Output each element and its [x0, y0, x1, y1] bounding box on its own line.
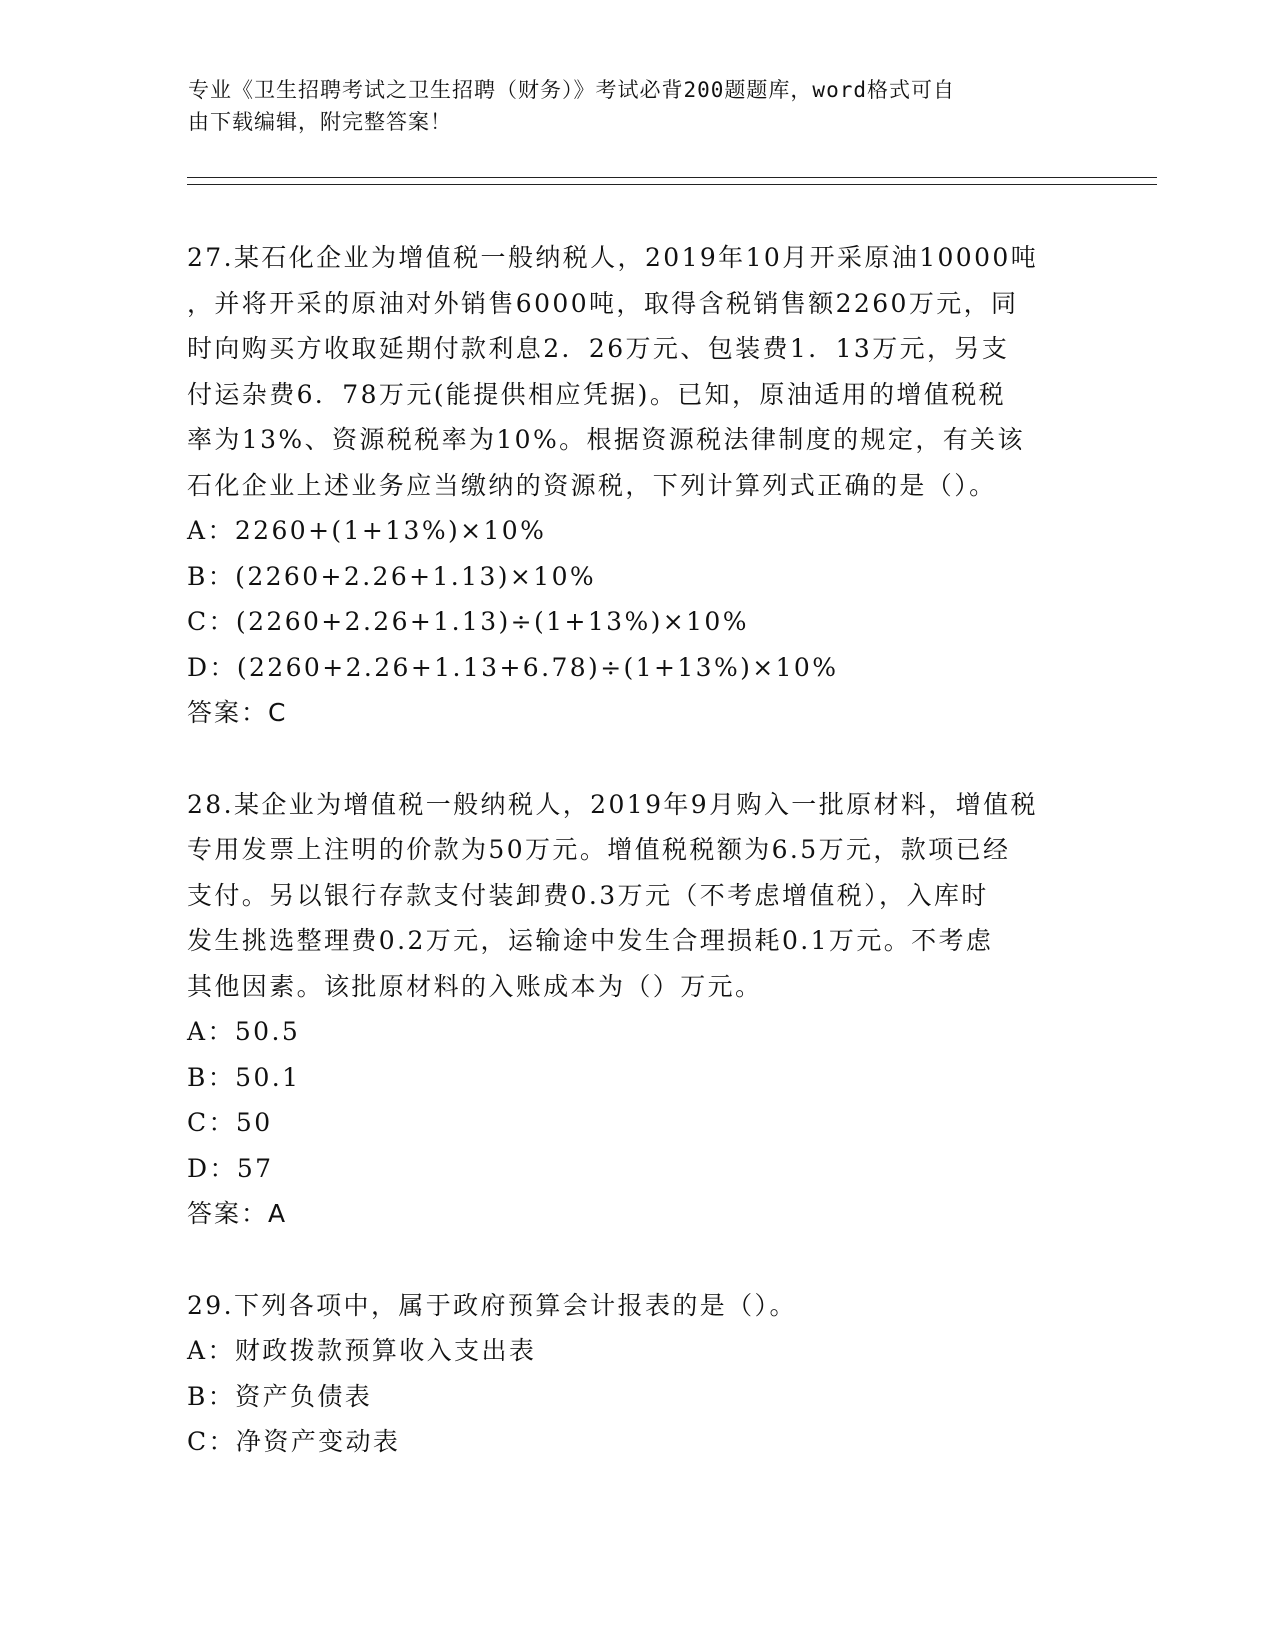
question-text-line: 发生挑选整理费0.2万元，运输途中发生合理损耗0.1万元。不考虑 [187, 926, 994, 955]
option-d: D：57 [187, 1153, 274, 1183]
option-c: C：净资产变动表 [187, 1427, 401, 1456]
question-27 [187, 235, 1087, 736]
option-a: A：财政拨款预算收入支出表 [187, 1336, 537, 1365]
header-line-1: 专业《卫生招聘考试之卫生招聘（财务）》考试必背200题题库，word格式可自 [188, 78, 955, 102]
question-spacer [187, 1237, 1087, 1283]
option-a: A：50.5 [187, 1017, 301, 1046]
question-text-line: 29.下列各项中，属于政府预算会计报表的是（）。 [187, 1290, 797, 1320]
option-b: B：资产负债表 [187, 1381, 373, 1411]
question-text-line: ，并将开采的原油对外销售6000吨，取得含税销售额2260万元，同 [187, 288, 1019, 318]
question-29 [187, 1283, 1087, 1465]
question-text-line: 时向购买方收取延期付款利息2．26万元、包装费1．13万元，另支 [187, 334, 1010, 363]
question-28 [187, 782, 1087, 1237]
question-text-line: 专用发票上注明的价款为50万元。增值税税额为6.5万元，款项已经 [187, 835, 1011, 864]
document-header [188, 74, 1068, 138]
header-divider [187, 177, 1157, 185]
option-d: D：(2260+2.26+1.13+6.78)÷(1+13%)×10% [187, 652, 839, 682]
answer-line: 答案：A [187, 1199, 288, 1228]
question-text-line: 付运杂费6．78万元(能提供相应凭据)。已知，原油适用的增值税税 [187, 379, 1007, 409]
option-c: C：(2260+2.26+1.13)÷(1+13%)×10% [187, 607, 749, 636]
question-text-line: 27.某石化企业为增值税一般纳税人，2019年10月开采原油10000吨 [187, 243, 1039, 272]
answer-line: 答案：C [187, 698, 288, 727]
option-c: C：50 [187, 1108, 273, 1137]
option-b: B：50.1 [187, 1062, 301, 1092]
question-text-line: 其他因素。该批原材料的入账成本为（）万元。 [187, 971, 763, 1001]
option-b: B：(2260+2.26+1.13)×10% [187, 561, 597, 591]
header-line-2: 由下载编辑，附完整答案！ [188, 110, 452, 134]
option-a: A：2260+(1+13%)×10% [187, 516, 547, 545]
question-text-line: 石化企业上述业务应当缴纳的资源税，下列计算列式正确的是（）。 [187, 470, 997, 500]
question-text-line: 率为13%、资源税税率为10%。根据资源税法律制度的规定，有关该 [187, 425, 1025, 454]
question-text-line: 28.某企业为增值税一般纳税人，2019年9月购入一批原材料，增值税 [187, 789, 1038, 819]
question-list [187, 235, 1087, 1465]
question-spacer [187, 736, 1087, 782]
question-text-line: 支付。另以银行存款支付装卸费0.3万元（不考虑增值税），入库时 [187, 880, 989, 910]
